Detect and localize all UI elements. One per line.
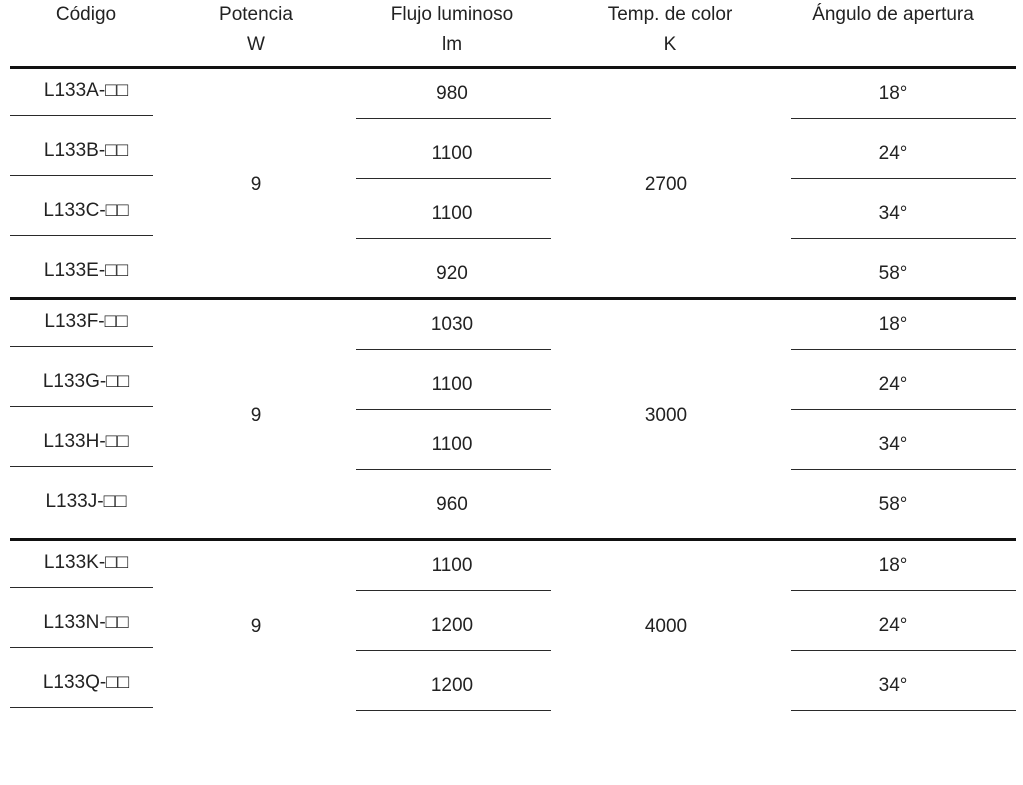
row-separator <box>356 409 551 410</box>
row-flux: 1200 <box>430 615 474 636</box>
row-separator <box>10 647 153 648</box>
row-code: L133N-□□ <box>43 612 129 633</box>
row-flux: 1200 <box>430 675 474 696</box>
row-separator <box>791 409 1016 410</box>
row-separator <box>10 235 153 236</box>
row-separator <box>791 590 1016 591</box>
row-separator <box>10 346 153 347</box>
group-divider <box>10 538 1016 541</box>
row-angle: 24° <box>878 374 908 395</box>
row-separator <box>356 178 551 179</box>
header-power-label: Potencia <box>219 4 293 25</box>
row-angle: 58° <box>878 263 908 284</box>
row-angle: 18° <box>878 314 908 335</box>
row-separator <box>356 650 551 651</box>
header-beam-angle-label: Ángulo de apertura <box>812 4 974 25</box>
row-separator <box>791 710 1016 711</box>
row-separator <box>356 238 551 239</box>
row-separator <box>791 349 1016 350</box>
row-code: L133G-□□ <box>42 371 130 392</box>
row-separator <box>356 590 551 591</box>
row-code: L133J-□□ <box>45 491 127 512</box>
row-flux: 960 <box>436 494 468 515</box>
group-power: 9 <box>250 405 262 426</box>
row-code: L133Q-□□ <box>42 672 130 693</box>
row-separator <box>356 469 551 470</box>
row-flux: 980 <box>436 83 468 104</box>
row-separator <box>356 118 551 119</box>
group-power: 9 <box>250 616 262 637</box>
row-angle: 34° <box>878 675 908 696</box>
header-color-temp-label: Temp. de color <box>607 4 733 25</box>
row-separator <box>356 349 551 350</box>
row-angle: 58° <box>878 494 908 515</box>
row-separator <box>791 118 1016 119</box>
row-angle: 34° <box>878 434 908 455</box>
row-separator <box>791 178 1016 179</box>
row-separator <box>10 466 153 467</box>
group-divider <box>10 297 1016 300</box>
header-flux-unit: lm <box>441 34 463 55</box>
row-angle: 24° <box>878 143 908 164</box>
row-separator <box>791 650 1016 651</box>
row-code: L133E-□□ <box>43 260 129 281</box>
row-flux: 1100 <box>431 374 473 395</box>
row-separator <box>10 115 153 116</box>
header-color-temp-unit: K <box>663 34 677 55</box>
row-flux: 920 <box>436 263 468 284</box>
row-code: L133H-□□ <box>43 431 129 452</box>
row-angle: 18° <box>878 83 908 104</box>
header-code-label: Código <box>55 4 117 25</box>
row-flux: 1100 <box>431 203 473 224</box>
row-flux: 1100 <box>431 434 473 455</box>
group-power: 9 <box>250 174 262 195</box>
group-color-temp: 3000 <box>644 405 688 426</box>
row-code: L133C-□□ <box>43 200 129 221</box>
row-code: L133B-□□ <box>43 140 129 161</box>
header-power-unit: W <box>247 34 265 55</box>
row-angle: 34° <box>878 203 908 224</box>
row-flux: 1030 <box>430 314 474 335</box>
row-flux: 1100 <box>431 555 473 576</box>
row-code: L133A-□□ <box>43 80 129 101</box>
group-divider <box>10 66 1016 69</box>
row-separator <box>10 406 153 407</box>
group-color-temp: 4000 <box>644 616 688 637</box>
row-flux: 1100 <box>431 143 473 164</box>
row-separator <box>791 469 1016 470</box>
row-separator <box>10 175 153 176</box>
row-separator <box>791 238 1016 239</box>
row-separator <box>10 707 153 708</box>
row-code: L133K-□□ <box>43 552 129 573</box>
row-angle: 24° <box>878 615 908 636</box>
row-separator <box>356 710 551 711</box>
row-code: L133F-□□ <box>44 311 128 332</box>
row-angle: 18° <box>878 555 908 576</box>
header-flux-label: Flujo luminoso <box>390 4 514 25</box>
group-color-temp: 2700 <box>644 174 688 195</box>
row-separator <box>10 587 153 588</box>
